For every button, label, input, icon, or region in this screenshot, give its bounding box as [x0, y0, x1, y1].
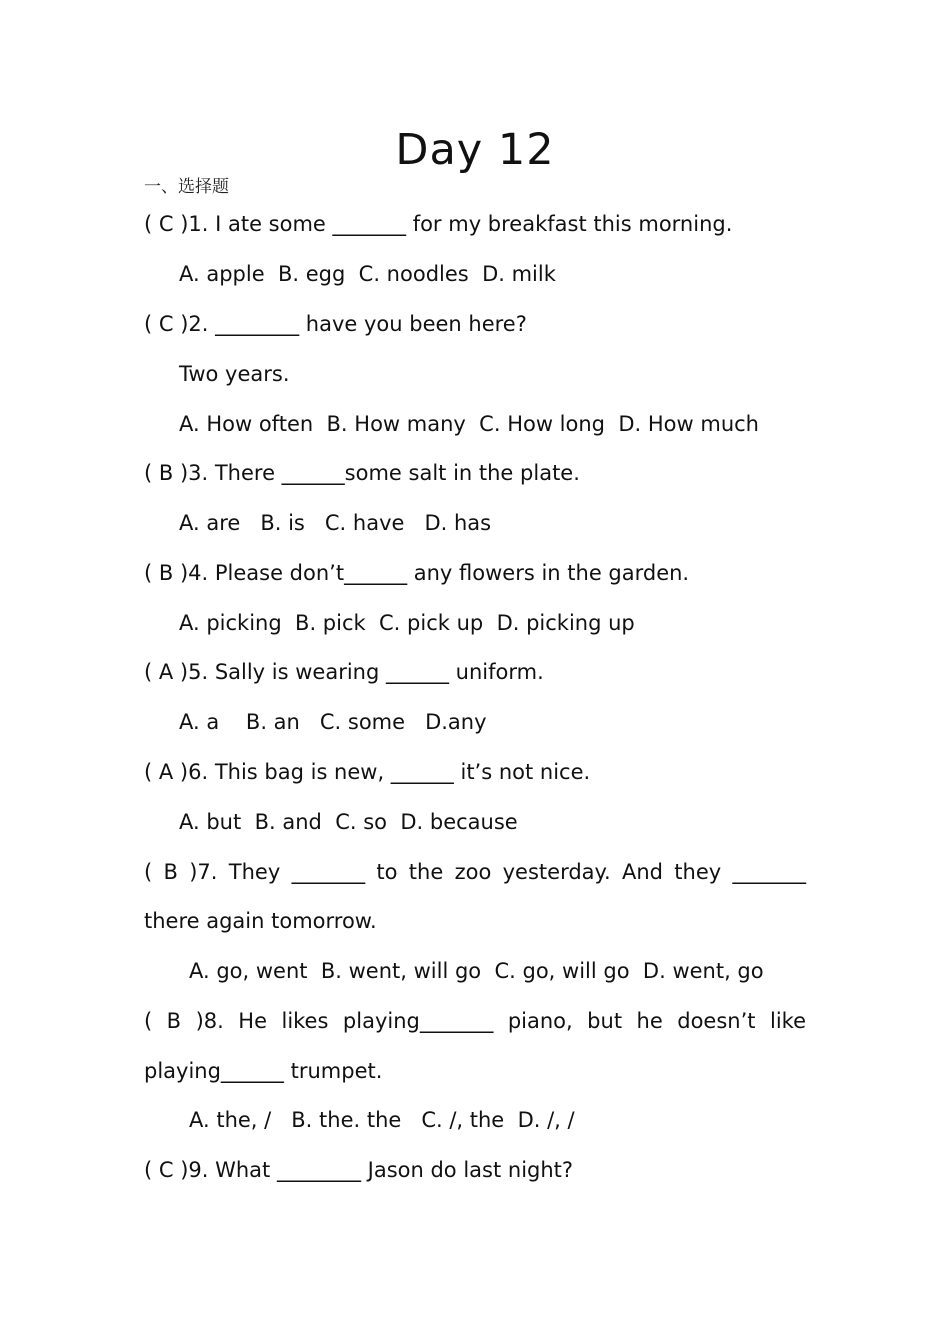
- question-3-options: A. are B. is C. have D. has: [179, 511, 492, 535]
- question-7-stem-continued: there again tomorrow.: [144, 909, 377, 933]
- question-2-stem: ( C )2. ________ have you been here?: [144, 312, 527, 336]
- question-1-stem: ( C )1. I ate some _______ for my breakfast this morning.: [144, 212, 733, 236]
- question-8-stem-continued: playing______ trumpet.: [144, 1059, 383, 1083]
- question-1-options: A. apple B. egg C. noodles D. milk: [179, 262, 556, 286]
- page-title: Day 12: [395, 125, 555, 175]
- question-6-options: A. but B. and C. so D. because: [179, 810, 518, 834]
- question-9-stem: ( C )9. What ________ Jason do last night?: [144, 1158, 574, 1182]
- question-2-reply: Two years.: [179, 362, 290, 386]
- question-8-options: A. the, / B. the. the C. /, the D. /, /: [189, 1108, 575, 1132]
- section-heading: 一、选择题: [144, 177, 229, 197]
- question-7-options: A. go, went B. went, will go C. go, will go D. went, go: [189, 959, 764, 983]
- question-3-stem: ( B )3. There ______some salt in the plate.: [144, 461, 580, 485]
- question-8-stem: ( B )8. He likes playing_______ piano, but he doesn’t like: [144, 1009, 806, 1033]
- question-4-options: A. picking B. pick C. pick up D. picking up: [179, 611, 635, 635]
- question-5-stem: ( A )5. Sally is wearing ______ uniform.: [144, 660, 544, 684]
- question-7-stem: ( B )7. They _______ to the zoo yesterday. And they _______: [144, 860, 806, 884]
- question-6-stem: ( A )6. This bag is new, ______ it’s not nice.: [144, 760, 591, 784]
- question-5-options: A. a B. an C. some D.any: [179, 710, 487, 734]
- question-4-stem: ( B )4. Please don’t______ any flowers in the garden.: [144, 561, 690, 585]
- question-2-options: A. How often B. How many C. How long D. How much: [179, 412, 759, 436]
